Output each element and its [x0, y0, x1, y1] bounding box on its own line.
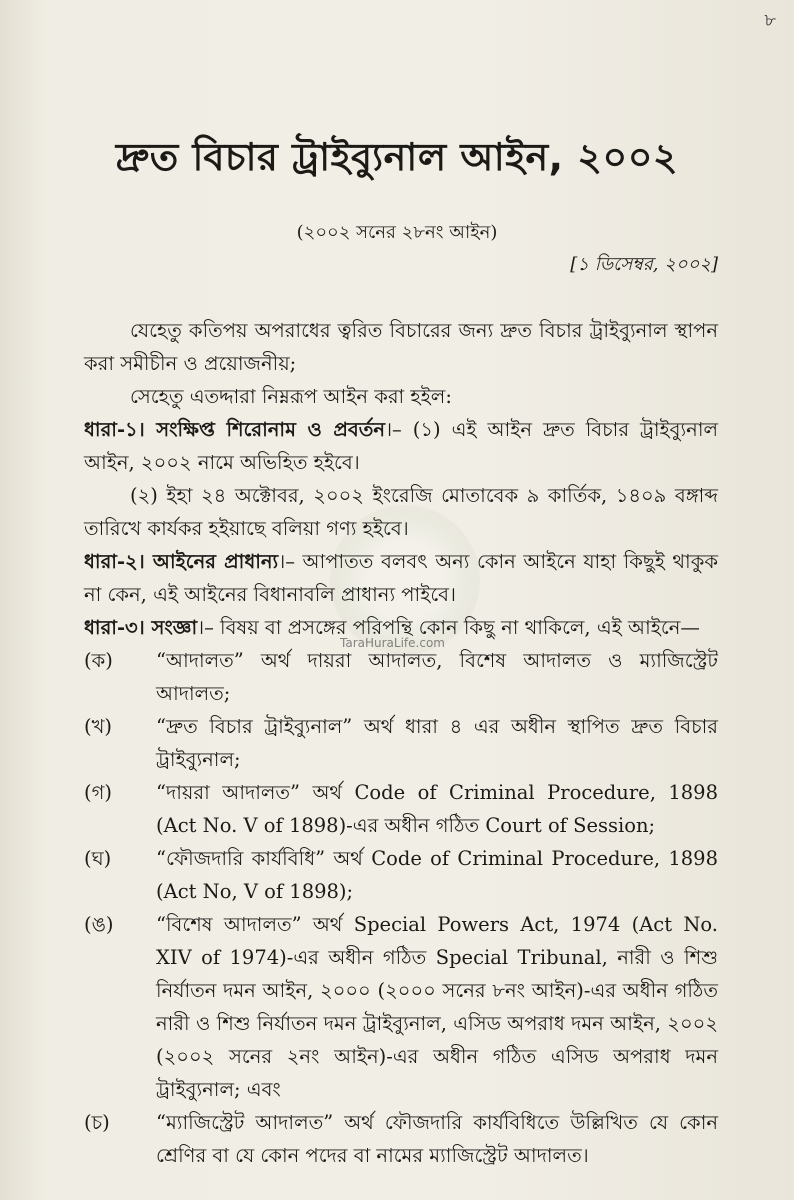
definition-text: “আদালত” অর্থ দায়রা আদালত, বিশেষ আদালত ও ম্যাজিস্ট্রেট আদালত; — [156, 649, 718, 705]
preamble-enactment: সেহেতু এতদ্দারা নিম্নরূপ আইন করা হইল: — [130, 385, 452, 408]
page-number: ৮ — [764, 10, 776, 31]
definition-marker: (ঘ) — [84, 847, 112, 870]
section-1-heading: ধারা-১। সংক্ষিপ্ত শিরোনাম ও প্রবর্তন — [84, 418, 386, 441]
watermark-text: TaraHuraLife.com — [340, 636, 445, 650]
definition-item — [84, 1106, 718, 1172]
act-number: (২০০২ সনের ২৮নং আইন) — [296, 222, 498, 243]
section-3-text: ।– বিষয় বা প্রসঙ্গের পরিপন্থি কোন কিছু না থাকিলে, এই আইনে— — [197, 616, 700, 639]
section-2-heading: ধারা-২। আইনের প্রাধান্য — [84, 550, 279, 573]
section-1-subsection-2: (২) ইহা ২৪ অক্টোবর, ২০০২ ইংরেজি মোতাবেক ৯ কার্তিক, ১৪০৯ বঙ্গাব্দ তারিখে কার্যকর হইয়াছে বলিয়া গণ্য হইবে। — [84, 484, 718, 540]
definition-item — [84, 908, 718, 1106]
definition-item — [84, 644, 718, 710]
definition-marker: (গ) — [84, 781, 112, 804]
definition-item — [84, 842, 718, 908]
section-2-text: ।– আপাতত বলবৎ অন্য কোন আইনে যাহা কিছুই থাকুক না কেন, এই আইনের বিধানাবলি প্রাধান্য পাইবে। — [84, 550, 718, 606]
definition-marker: (ক) — [84, 649, 113, 672]
definition-item — [84, 710, 718, 776]
definition-marker: (ঙ) — [84, 913, 114, 936]
definition-text: “বিশেষ আদালত” অর্থ Special Powers Act, 1974 (Act No. XIV of 1974)-এর অধীন গঠিত Special Tribunal, নারী ও শিশু নির্যাতন দমন আইন, ২০০০ (২০০০ সনের ৮নং আইন)-এর অধীন গঠিত নারী ও শিশু নির্যাতন দমন ট্রাইব্যুনাল, এসিড অপরাধ দমন আইন, ২০০২ (২০০২ সনের ২নং আইন)-এর অধীন গঠিত এসিড অপরাধ দমন ট্রাইব্যুনাল; এবং — [156, 913, 718, 1101]
definition-text: “ম্যাজিস্ট্রেট আদালত” অর্থ ফৌজদারি কার্যবিধিতে উল্লিখিত যে কোন শ্রেণির বা যে কোন পদের বা নামের ম্যাজিস্ট্রেট আদালত। — [156, 1111, 718, 1167]
act-title: দ্রুত বিচার ট্রাইব্যুনাল আইন, ২০০২ — [115, 135, 679, 179]
preamble-whereas: যেহেতু কতিপয় অপরাধের ত্বরিত বিচারের জন্য দ্রুত বিচার ট্রাইব্যুনাল স্থাপন করা সমীচীন ও প্রয়োজনীয়; — [84, 319, 718, 375]
act-date: [১ ডিসেম্বর, ২০০২] — [570, 254, 718, 275]
definition-marker: (খ) — [84, 715, 113, 738]
definitions-list — [84, 644, 718, 1172]
section-2 — [84, 545, 718, 611]
definition-item — [84, 776, 718, 842]
act-body — [84, 314, 718, 1172]
section-1-text: ।– (১) এই আইন দ্রুত বিচার ট্রাইব্যুনাল আইন, ২০০২ নামে অভিহিত হইবে। — [84, 418, 719, 474]
definition-text: “দ্রুত বিচার ট্রাইব্যুনাল” অর্থ ধারা ৪ এর অধীন স্থাপিত দ্রুত বিচার ট্রাইব্যুনাল; — [156, 715, 718, 771]
section-3 — [84, 611, 718, 644]
definition-text: “দায়রা আদালত” অর্থ Code of Criminal Procedure, 1898 (Act No. V of 1898)-এর অধীন গঠিত Court of Session; — [156, 781, 718, 837]
definition-marker: (চ) — [84, 1111, 110, 1134]
section-1 — [84, 413, 718, 479]
definition-text: “ফৌজদারি কার্যবিধি” অর্থ Code of Criminal Procedure, 1898 (Act No, V of 1898); — [156, 847, 718, 903]
section-3-heading: ধারা-৩। সংজ্ঞা — [84, 616, 198, 639]
